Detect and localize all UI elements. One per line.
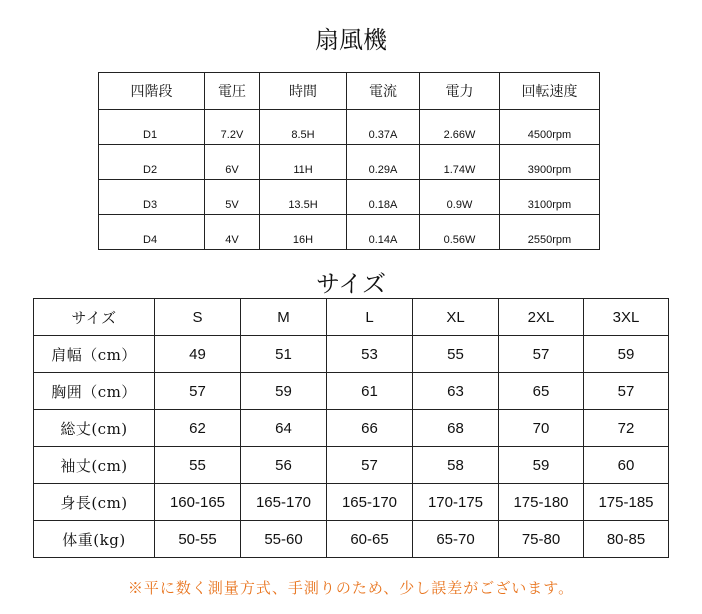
size-cell: 66 xyxy=(327,410,413,447)
fan-cell: 4500rpm xyxy=(500,110,600,145)
fan-title: 扇風機 xyxy=(315,26,387,54)
size-cell: 61 xyxy=(327,373,413,410)
fan-row xyxy=(99,145,600,180)
size-cell: 60-65 xyxy=(327,521,413,558)
size-cell: 55-60 xyxy=(241,521,327,558)
size-cell: 165-170 xyxy=(241,484,327,521)
size-cell: 56 xyxy=(241,447,327,484)
fan-cell: 0.18A xyxy=(347,180,420,215)
fan-cell: D1 xyxy=(99,110,205,145)
fan-cell: 13.5H xyxy=(260,180,347,215)
size-cell: 55 xyxy=(413,336,499,373)
size-cell: 64 xyxy=(241,410,327,447)
fan-row xyxy=(99,110,600,145)
size-row xyxy=(34,336,669,373)
fan-cell: D3 xyxy=(99,180,205,215)
size-cell: 80-85 xyxy=(584,521,669,558)
size-cell: 51 xyxy=(241,336,327,373)
size-cell: 65-70 xyxy=(413,521,499,558)
fan-header-cell: 四階段 xyxy=(99,73,205,110)
fan-header-cell: 回転速度 xyxy=(500,73,600,110)
fan-cell: D4 xyxy=(99,215,205,250)
size-cell: 72 xyxy=(584,410,669,447)
size-cell: 58 xyxy=(413,447,499,484)
size-cell: 53 xyxy=(327,336,413,373)
size-row xyxy=(34,484,669,521)
fan-cell: 2.66W xyxy=(420,110,500,145)
fan-cell: 5V xyxy=(205,180,260,215)
size-row xyxy=(34,521,669,558)
fan-row xyxy=(99,180,600,215)
size-header-cell: M xyxy=(241,299,327,336)
size-row-label: 身長(cm) xyxy=(34,484,155,521)
size-cell: 50-55 xyxy=(155,521,241,558)
size-cell: 70 xyxy=(499,410,584,447)
size-row xyxy=(34,410,669,447)
size-row-label: 袖丈(cm) xyxy=(34,447,155,484)
size-header-cell: S xyxy=(155,299,241,336)
size-cell: 55 xyxy=(155,447,241,484)
size-cell: 57 xyxy=(327,447,413,484)
size-cell: 62 xyxy=(155,410,241,447)
size-cell: 59 xyxy=(499,447,584,484)
size-cell: 175-180 xyxy=(499,484,584,521)
fan-cell: 0.56W xyxy=(420,215,500,250)
size-cell: 170-175 xyxy=(413,484,499,521)
fan-cell: 2550rpm xyxy=(500,215,600,250)
size-header-cell: 2XL xyxy=(499,299,584,336)
size-row-label: 肩幅（cm） xyxy=(34,336,155,373)
size-cell: 60 xyxy=(584,447,669,484)
fan-cell: 0.9W xyxy=(420,180,500,215)
fan-row xyxy=(99,215,600,250)
fan-cell: 0.29A xyxy=(347,145,420,180)
size-header-cell: 3XL xyxy=(584,299,669,336)
size-row xyxy=(34,373,669,410)
size-cell: 68 xyxy=(413,410,499,447)
fan-header-cell: 電流 xyxy=(347,73,420,110)
fan-cell: 8.5H xyxy=(260,110,347,145)
size-cell: 59 xyxy=(241,373,327,410)
size-table xyxy=(33,298,669,558)
fan-cell: 4V xyxy=(205,215,260,250)
size-title: サイズ xyxy=(315,270,387,298)
size-row-label: 胸囲（cm） xyxy=(34,373,155,410)
size-header-cell: XL xyxy=(413,299,499,336)
size-cell: 49 xyxy=(155,336,241,373)
size-cell: 57 xyxy=(155,373,241,410)
fan-cell: 3100rpm xyxy=(500,180,600,215)
fan-cell: 7.2V xyxy=(205,110,260,145)
fan-cell: 1.74W xyxy=(420,145,500,180)
size-cell: 160-165 xyxy=(155,484,241,521)
size-header-cell: L xyxy=(327,299,413,336)
size-header-cell: サイズ xyxy=(34,299,155,336)
fan-cell: 0.14A xyxy=(347,215,420,250)
size-cell: 75-80 xyxy=(499,521,584,558)
fan-header-row xyxy=(99,73,600,110)
measurement-note: ※平に数く測量方式、手測りのため、少し誤差がございます。 xyxy=(127,579,575,597)
fan-cell: D2 xyxy=(99,145,205,180)
size-cell: 63 xyxy=(413,373,499,410)
size-row xyxy=(34,447,669,484)
size-row-label: 体重(kg) xyxy=(34,521,155,558)
size-cell: 57 xyxy=(584,373,669,410)
size-cell: 175-185 xyxy=(584,484,669,521)
fan-cell: 0.37A xyxy=(347,110,420,145)
fan-cell: 6V xyxy=(205,145,260,180)
size-cell: 65 xyxy=(499,373,584,410)
fan-cell: 11H xyxy=(260,145,347,180)
fan-spec-table xyxy=(98,72,600,250)
fan-cell: 16H xyxy=(260,215,347,250)
size-header-row xyxy=(34,299,669,336)
size-cell: 165-170 xyxy=(327,484,413,521)
fan-header-cell: 時間 xyxy=(260,73,347,110)
size-row-label: 総丈(cm) xyxy=(34,410,155,447)
fan-header-cell: 電圧 xyxy=(205,73,260,110)
fan-header-cell: 電力 xyxy=(420,73,500,110)
fan-cell: 3900rpm xyxy=(500,145,600,180)
size-cell: 57 xyxy=(499,336,584,373)
size-cell: 59 xyxy=(584,336,669,373)
